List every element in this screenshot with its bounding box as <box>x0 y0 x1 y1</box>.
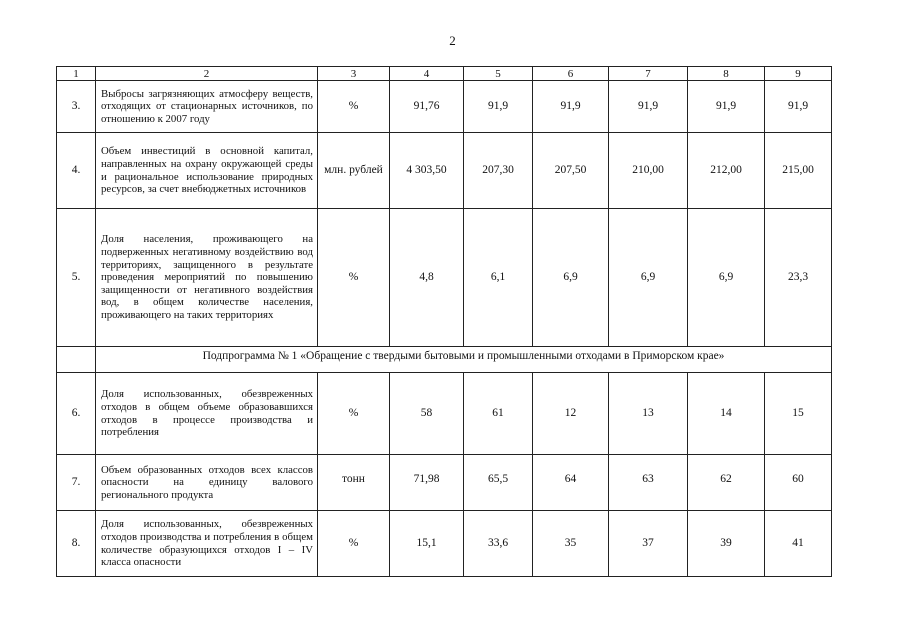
header-cell: 6 <box>533 67 609 81</box>
value-cell: 13 <box>609 373 688 455</box>
unit-cell: % <box>318 373 390 455</box>
indicator-description: Объем инвестиций в основной капитал, направленных на охрану окружающей среды и рациональное использование природных ресурсов, за счет внебюджетных источников <box>96 133 318 209</box>
value-cell: 91,9 <box>688 81 765 133</box>
unit-cell: млн. рублей <box>318 133 390 209</box>
table-row <box>57 373 832 455</box>
table-row <box>57 81 832 133</box>
value-cell: 210,00 <box>609 133 688 209</box>
value-cell: 91,76 <box>390 81 464 133</box>
row-number: 3. <box>57 81 96 133</box>
header-cell: 2 <box>96 67 318 81</box>
value-cell: 62 <box>688 455 765 511</box>
value-cell: 37 <box>609 511 688 577</box>
row-number: 4. <box>57 133 96 209</box>
value-cell: 33,6 <box>464 511 533 577</box>
empty-number-cell <box>57 347 96 373</box>
value-cell: 91,9 <box>464 81 533 133</box>
table-row <box>57 133 832 209</box>
indicators-table <box>56 66 832 577</box>
value-cell: 207,30 <box>464 133 533 209</box>
value-cell: 71,98 <box>390 455 464 511</box>
value-cell: 41 <box>765 511 832 577</box>
value-cell: 15,1 <box>390 511 464 577</box>
indicator-description: Доля использованных, обезвреженных отходов в общем объеме образовавшихся отходов в процессе производства и потребления <box>96 373 318 455</box>
indicator-description: Доля населения, проживающего на подверженных негативному воздействию вод территориях, защищенного в результате проведения мероприятий по повышению защищенности от негативного воздействия вод, в общем количестве населения, проживающего на таких территориях <box>96 209 318 347</box>
header-cell: 1 <box>57 67 96 81</box>
value-cell: 61 <box>464 373 533 455</box>
indicator-description: Объем образованных отходов всех классов опасности на единицу валового регионального продукта <box>96 455 318 511</box>
unit-cell: тонн <box>318 455 390 511</box>
unit-cell: % <box>318 81 390 133</box>
row-number: 5. <box>57 209 96 347</box>
unit-cell: % <box>318 209 390 347</box>
value-cell: 12 <box>533 373 609 455</box>
value-cell: 4 303,50 <box>390 133 464 209</box>
header-cell: 7 <box>609 67 688 81</box>
table-row <box>57 209 832 347</box>
unit-cell: % <box>318 511 390 577</box>
value-cell: 91,9 <box>609 81 688 133</box>
value-cell: 39 <box>688 511 765 577</box>
subprogram-row <box>57 347 832 373</box>
value-cell: 91,9 <box>533 81 609 133</box>
value-cell: 35 <box>533 511 609 577</box>
value-cell: 65,5 <box>464 455 533 511</box>
value-cell: 207,50 <box>533 133 609 209</box>
value-cell: 58 <box>390 373 464 455</box>
indicator-description: Доля использованных, обезвреженных отходов производства и потребления в общем количестве образующихся отходов I – IV класса опасности <box>96 511 318 577</box>
value-cell: 14 <box>688 373 765 455</box>
column-number-header <box>57 67 832 81</box>
subprogram-title: Подпрограмма № 1 «Обращение с твердыми бытовыми и промышленными отходами в Приморском крае» <box>96 347 832 373</box>
indicator-description: Выбросы загрязняющих атмосферу веществ, отходящих от стационарных источников, по отношению к 2007 году <box>96 81 318 133</box>
value-cell: 6,9 <box>609 209 688 347</box>
value-cell: 60 <box>765 455 832 511</box>
page-number: 2 <box>449 33 456 48</box>
value-cell: 64 <box>533 455 609 511</box>
value-cell: 63 <box>609 455 688 511</box>
value-cell: 6,9 <box>533 209 609 347</box>
table-row <box>57 511 832 577</box>
value-cell: 6,9 <box>688 209 765 347</box>
value-cell: 4,8 <box>390 209 464 347</box>
header-cell: 8 <box>688 67 765 81</box>
value-cell: 6,1 <box>464 209 533 347</box>
header-cell: 9 <box>765 67 832 81</box>
value-cell: 23,3 <box>765 209 832 347</box>
value-cell: 212,00 <box>688 133 765 209</box>
header-cell: 4 <box>390 67 464 81</box>
header-cell: 5 <box>464 67 533 81</box>
value-cell: 15 <box>765 373 832 455</box>
value-cell: 91,9 <box>765 81 832 133</box>
header-cell: 3 <box>318 67 390 81</box>
row-number: 7. <box>57 455 96 511</box>
table-row <box>57 455 832 511</box>
row-number: 8. <box>57 511 96 577</box>
row-number: 6. <box>57 373 96 455</box>
value-cell: 215,00 <box>765 133 832 209</box>
